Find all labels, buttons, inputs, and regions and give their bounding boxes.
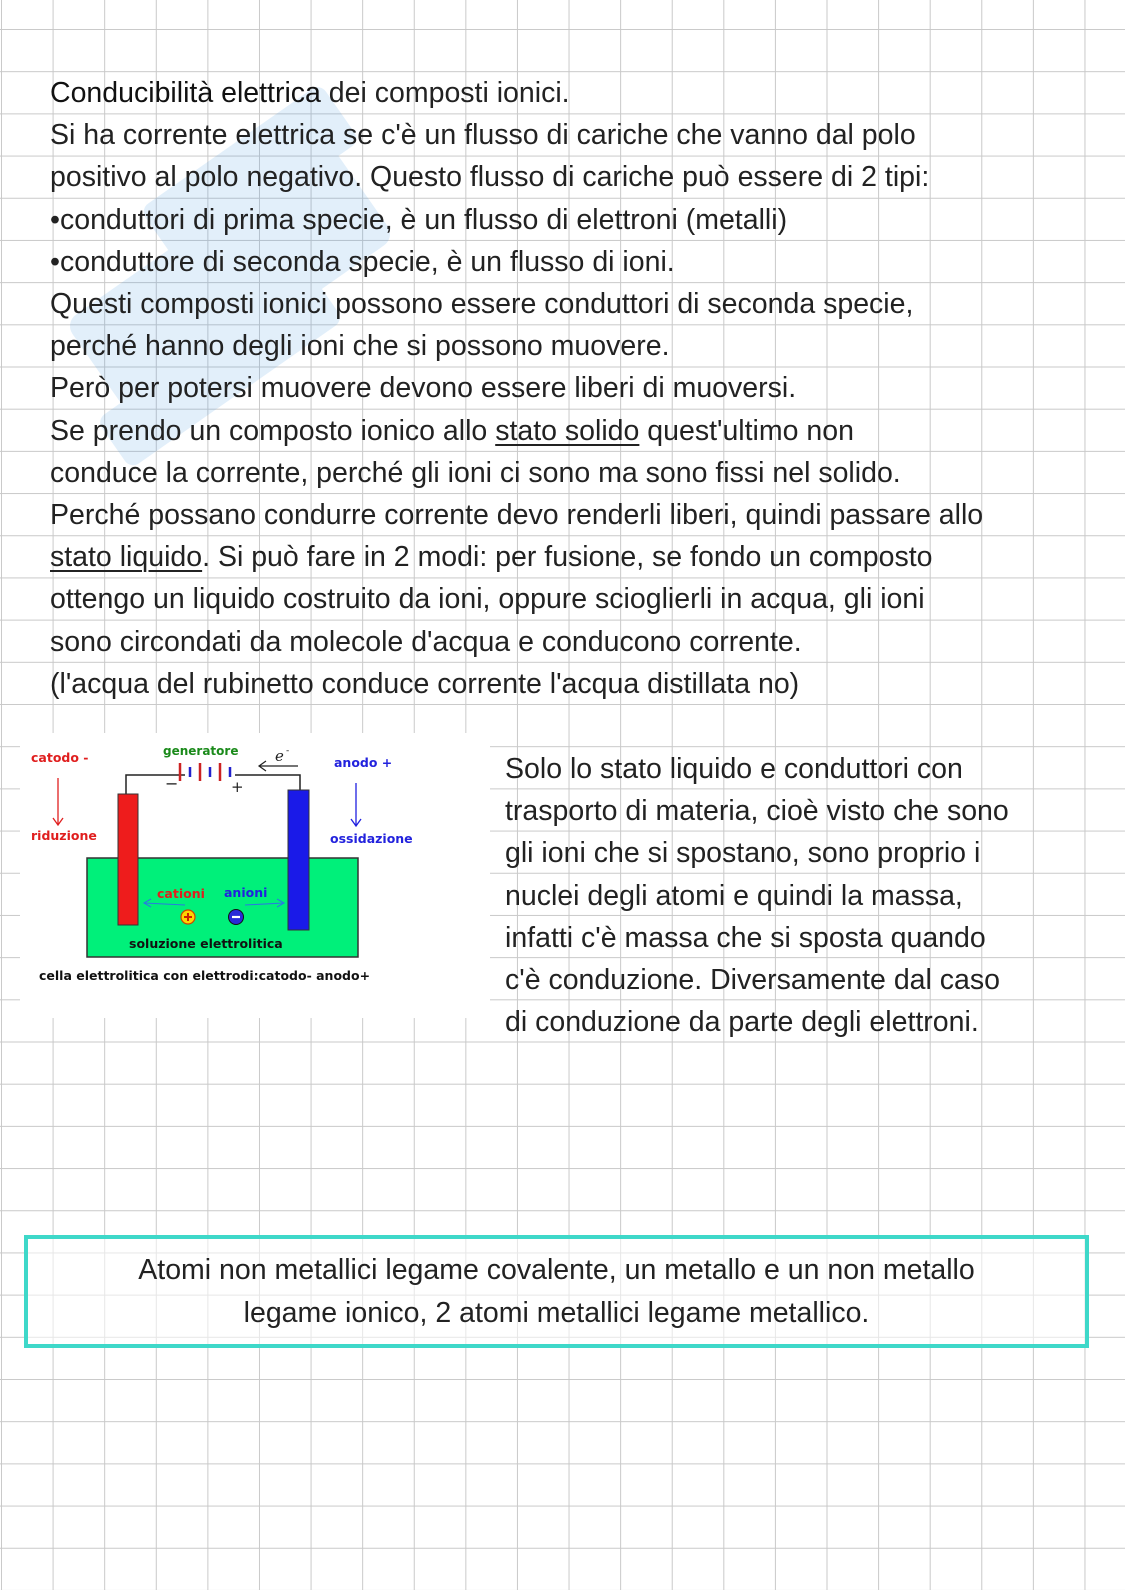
liquid-state-line: [50, 536, 1110, 578]
paragraph-line: perché hanno degli ioni che si possono muovere.: [50, 330, 670, 363]
paragraph-line: •conduttore di seconda specie, è un flusso di ioni.: [50, 245, 675, 278]
summary-line: Atomi non metallici legame covalente, un metallo e un non metallo: [138, 1254, 975, 1287]
battery-minus-sign: −: [165, 774, 179, 793]
solid-post: quest'ultimo non: [639, 414, 854, 447]
notes-title-rest: dei composti ionici.: [320, 77, 570, 109]
anode-label: anodo +: [334, 755, 393, 770]
liquid-state-term: stato liquido: [50, 541, 203, 574]
paragraph-line: sono circondati da molecole d'acqua e conducono corrente.: [50, 625, 802, 658]
paragraph-line: (l'acqua del rubinetto conduce corrente l'acqua distillata no): [50, 667, 800, 700]
side-line: c'è conduzione. Diversamente dal caso: [505, 964, 1000, 997]
cathode-label: catodo -: [31, 750, 89, 765]
generator-label: generatore: [163, 744, 239, 758]
electrolytic-cell-diagram: [20, 733, 490, 1018]
solution-label: soluzione elettrolitica: [129, 936, 283, 951]
notes-title: [50, 72, 1110, 114]
diagram-caption: cella elettrolitica con elettrodi:catodo- anodo+: [39, 968, 371, 983]
side-line: trasporto di materia, cioè visto che sono: [505, 795, 1009, 828]
solid-state-line: [50, 410, 1110, 452]
electrolytic-cell-svg: [20, 733, 490, 1018]
paragraph-line: ottengo un liquido costruito da ioni, oppure scioglierli in acqua, gli ioni: [50, 583, 925, 616]
oxidation-arrow: [351, 783, 361, 826]
side-line: gli ioni che si spostano, sono proprio i: [505, 837, 981, 870]
battery-icon: [180, 763, 230, 781]
circuit-wire: [126, 775, 300, 794]
paragraph-line: positivo al polo negativo. Questo flusso di cariche può essere di 2 tipi:: [50, 161, 930, 194]
anode-electrode: [288, 790, 309, 930]
liquid-post: . Si può fare in 2 modi: per fusione, se fondo un composto: [202, 541, 933, 574]
notes-body: [50, 72, 1110, 705]
cathode-electrode: [118, 794, 138, 925]
battery-plus-sign: +: [231, 778, 244, 796]
summary-line: legame ionico, 2 atomi metallici legame metallico.: [243, 1296, 870, 1329]
paragraph-line: •conduttori di prima specie, è un flusso di elettroni (metalli): [50, 203, 788, 236]
paragraph-line: Questi composti ionici possono essere conduttori di seconda specie,: [50, 288, 914, 321]
side-line: di conduzione da parte degli elettroni.: [505, 1006, 979, 1039]
paragraph-line: Perché possano condurre corrente devo renderli liberi, quindi passare allo: [50, 499, 984, 532]
summary-box: [24, 1235, 1089, 1348]
side-line: infatti c'è massa che si sposta quando: [505, 921, 986, 954]
reduction-arrow: [53, 778, 63, 825]
paragraph-line: Si ha corrente elettrica se c'è un flusso di cariche che vanno dal polo: [50, 119, 916, 152]
anions-label: anioni: [224, 885, 268, 900]
oxidation-label: ossidazione: [330, 831, 413, 846]
notes-title-bold: Conducibilità elettrica: [50, 77, 321, 109]
side-line: nuclei degli atomi e quindi la massa,: [505, 879, 963, 912]
paragraph-line: Però per potersi muovere devono essere liberi di muoversi.: [50, 372, 797, 405]
solid-pre: Se prendo un composto ionico allo: [50, 414, 496, 447]
side-line: Solo lo stato liquido e conduttori con: [505, 753, 963, 785]
cations-label: cationi: [157, 886, 205, 901]
electron-charge-sign: -: [286, 746, 290, 756]
electron-label: e: [275, 747, 284, 765]
solid-state-term: stato solido: [495, 414, 640, 447]
reduction-label: riduzione: [31, 828, 97, 843]
paragraph-line: conduce la corrente, perché gli ioni ci sono ma sono fissi nel solido.: [50, 456, 901, 489]
side-explanation: [505, 748, 1105, 1043]
